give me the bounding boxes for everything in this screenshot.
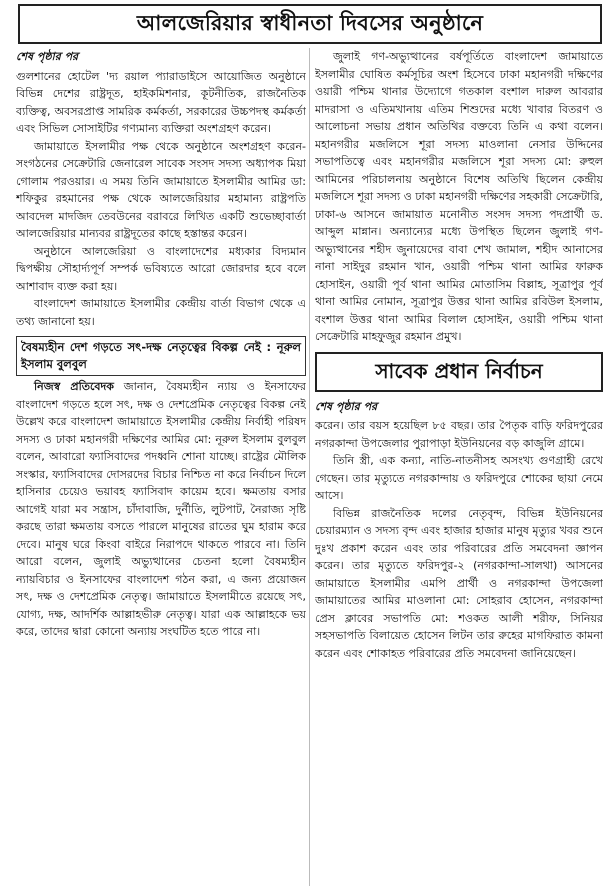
headline-box: [18, 4, 602, 44]
continued-kicker: শেষ পৃষ্ঠার পর: [16, 50, 79, 63]
paragraph: বাংলাদেশ জামায়াতে ইসলামীর কেন্দ্রীয় বার্তা বিভাগ থেকে এ তথ্য জানানো হয়।: [16, 297, 306, 328]
paragraph: গুলশানের হোটেল 'দ্য রয়াল প্যারাডাইসে আয়োজিত অনুষ্ঠানে বিভিন্ন দেশের রাষ্ট্রদূত, হাইকমিশনার, কূটনীতিক, রাজনৈতিক ব্যক্তিত্ব, অবসরপ্রাপ্ত সামরিক কর্মকর্তা, সরকারের উচ্চপদস্থ কর্মকর্তা এবং সিভিল সোসাইটির গণ্যমান্য ব্যক্তিরা অংশগ্রহণ করেন।: [16, 69, 306, 135]
story-headline-box: [315, 352, 603, 392]
paragraph: জামায়াতে ইসলামীর পক্ষ থেকে অনুষ্ঠানে অংশগ্রহণ করেন- সংগঠনের সেক্রেটারি জেনারেল সাবেক সংসদ সদস্য অধ্যাপক মিয়া গোলাম পরওয়ার। এ সময় তিনি জামায়াতে ইসলামীর আমির ডা: শফিকুর রহমানের পক্ষ থেকে আলজেরিয়ার মহামান্য রাষ্ট্রপতি আবদেল মাদজিদ তেবউনের বরাবরে লিখিত একটি শুভেচ্ছাবার্তা আলজেরিয়ার মান্যবর রাষ্ট্রদূতের কাছে হস্তান্তর করেন।: [16, 139, 306, 240]
paragraph: অনুষ্ঠানে আলজেরিয়া ও বাংলাদেশের মধ্যকার বিদ্যমান দ্বিপক্ষীয় সৌহার্দ্যপূর্ণ সম্পর্ক ভবিষ্যতে আরো জোরদার হবে বলে আশাবাদ ব্যক্ত করা হয়।: [16, 244, 306, 293]
right-column: [315, 48, 603, 886]
headline: আলজেরিয়ার স্বাধীনতা দিবসের অনুষ্ঠানে: [136, 9, 484, 35]
story-headline: সাবেক প্রধান নির্বাচন: [375, 358, 543, 383]
paragraph: বিভিন্ন রাজনৈতিক দলের নেতৃবৃন্দ, বিভিন্ন ইউনিয়নের চেয়ারম্যান ও সদস্য বৃন্দ এবং হাজার হাজার মানুষ মৃত্যুর খবর শুনে দুঃখ প্রকাশ করেন এবং তার পরিবারের প্রতি সমবেদনা জ্ঞাপন করেন। তার মৃত্যুতে ফরিদপুর-২ (নগরকান্দা-সালথা) আসনের জামায়াতে ইসলামীর এমপি প্রার্থী ও নগরকান্দা উপজেলা জামায়াতের আমির মাওলানা মো: সোহরাব হোসেন, নগরকান্দা প্রেস ক্লাবের সভাপতি মো: শওকত আলী শরীফ, সিনিয়র সহসভাপতি বিলায়েত হোসেন লিটন তার রুহের মাগফিরাত কামনা করেন এবং শোকাহত পরিবারের প্রতি সমবেদনা জানিয়েছেন।: [315, 506, 603, 660]
paragraph: জুলাই গণ-অভ্যুত্থানের বর্ষপূর্তিতে বাংলাদেশ জামায়াতে ইসলামীর ঘোষিত কর্মসূচির অংশ হিসেবে ঢাকা মহানগরী দক্ষিণের ওয়ারী পশ্চিম থানার উদ্যোগে গতকাল বংশাল দারুল আবরার মাদরাসা ও এতিমখানায় এতিম শিশুদের মধ্যে খাবার বিতরণ ও আলোচনা সভায় প্রধান অতিথির বক্তব্যে তিনি এ কথা বলেন। মহানগরীর মজলিসে শূরা সদস্য মাওলানা নেসার উদ্দিনের সভাপতিত্বে এবং মহানগরীর মজলিসে শূরা সদস্য মো: রুহুল আমিনের পরিচালনায় অনুষ্ঠানে বিশেষ অতিথি ছিলেন কেন্দ্রীয় মজলিসে শূরা সদস্য ও ঢাকা মহানগরী দক্ষিণের সহকারী সেক্রেটারি, ঢাকা-৬ আসনে জামায়াত মনোনীত সংসদ সদস্য পদপ্রার্থী ড. আব্দুল মান্নান। অন্যান্যের মধ্যে উপস্থিত ছিলেন জুলাই গণ-অভ্যুত্থানের শহীদ জুনায়েদের বাবা শেখ জামাল, শহীদ আনাসের নানা সাইদুর রহমান খান, ওয়ারী পশ্চিম থানা আমির ফারুক হোসাইন, ওয়ারী পূর্ব থানা আমির মোতাসিম বিল্লাহ, সূত্রাপুর পূর্ব থানা আমির নোমান, সূত্রাপুর উত্তর থানা আমির রবিউল ইসলাম, বংশাল উত্তর থানা আমির বিলাল হোসাইন, ওয়ারী পশ্চিম থানা সেক্রেটারি মাহফুজুর রহমান প্রমুখ।: [315, 50, 603, 343]
paragraph: [16, 378, 306, 641]
sub-story-headline: বৈষম্যহীন দেশ গড়তে সৎ-দক্ষ নেতৃত্বের বিকল্প নেই : নূরুল ইসলাম বুলবুল: [16, 336, 306, 376]
continued-kicker: শেষ পৃষ্ঠার পর: [315, 399, 378, 413]
paragraph-text: জানান, বৈষম্যহীন ন্যায় ও ইনসাফের বাংলাদেশ গড়তে হলে সৎ, দক্ষ ও দেশপ্রেমিক নেতৃত্বের বিকল্প নেই উল্লেখ করে বাংলাদেশ জামায়াতে ইসলামীর কেন্দ্রীয় নির্বাহী পরিষদ সদস্য ও ঢাকা মহানগরী দক্ষিণের আমির মো: নূরুল ইসলাম বুলবুল বলেন, আবারো ফ্যাসিবাদের পদধ্বনি শোনা যাচ্ছে। রাষ্ট্রের মৌলিক সংস্কার, ফ্যাসিবাদের দোসরদের বিচার নিশ্চিত না করে নির্বাচন দিলে হাসিনার চেয়েও ভয়াবহ ফ্যাসিবাদ কায়েম হবে। ক্ষমতায় বসার আগেই যারা মব সন্ত্রাস, চাঁদাবাজি, দুর্নীতি, লুটপাট, নৈরাজ্য সৃষ্টি করছে তারা ক্ষমতায় বসতে পারলে মানুষের রাতের ঘুম হারাম করে দেবে। মানুষ ঘরে কিংবা বাইরে নিরাপদে থাকতে পারবে না। তিনি আরো বলেন, জুলাই অভ্যুত্থানের চেতনা হলো বৈষম্যহীন ন্যায়বিচার ও ইনসাফের বাংলাদেশ গঠন করা, এ জন্য প্রয়োজন সৎ, দক্ষ ও দেশপ্রেমিক নেতৃত্ব। জামায়াতে ইসলামীতে রয়েছে সৎ, যোগ্য, দক্ষ, আদর্শিক আল্লাহভীরু নেতৃত্ব। যারা এক আল্লাহকে ভয় করে, তাদের দ্বারা কোনো অন্যায় সংঘটিত হতে পারে না।: [16, 380, 306, 638]
column-divider: [309, 48, 310, 886]
byline: নিজস্ব প্রতিবেদক: [34, 380, 114, 393]
paragraph: করেন। তার বয়স হয়েছিল ৮৫ বছর। তার পৈতৃক বাড়ি ফরিদপুরের নগরকান্দা উপজেলার পুরাপাড়া ইউনিয়নের বড় কাজুলি গ্রামে।: [315, 419, 603, 450]
paragraph: তিনি স্ত্রী, এক কন্যা, নাতি-নাতনীসহ অসংখ্য গুণগ্রাহী রেখে গেছেন। তার মৃত্যুতে নগরকান্দায় ও ফরিদপুরে শোকের ছায়া নেমে আসে।: [315, 454, 603, 502]
left-column: [16, 48, 306, 886]
